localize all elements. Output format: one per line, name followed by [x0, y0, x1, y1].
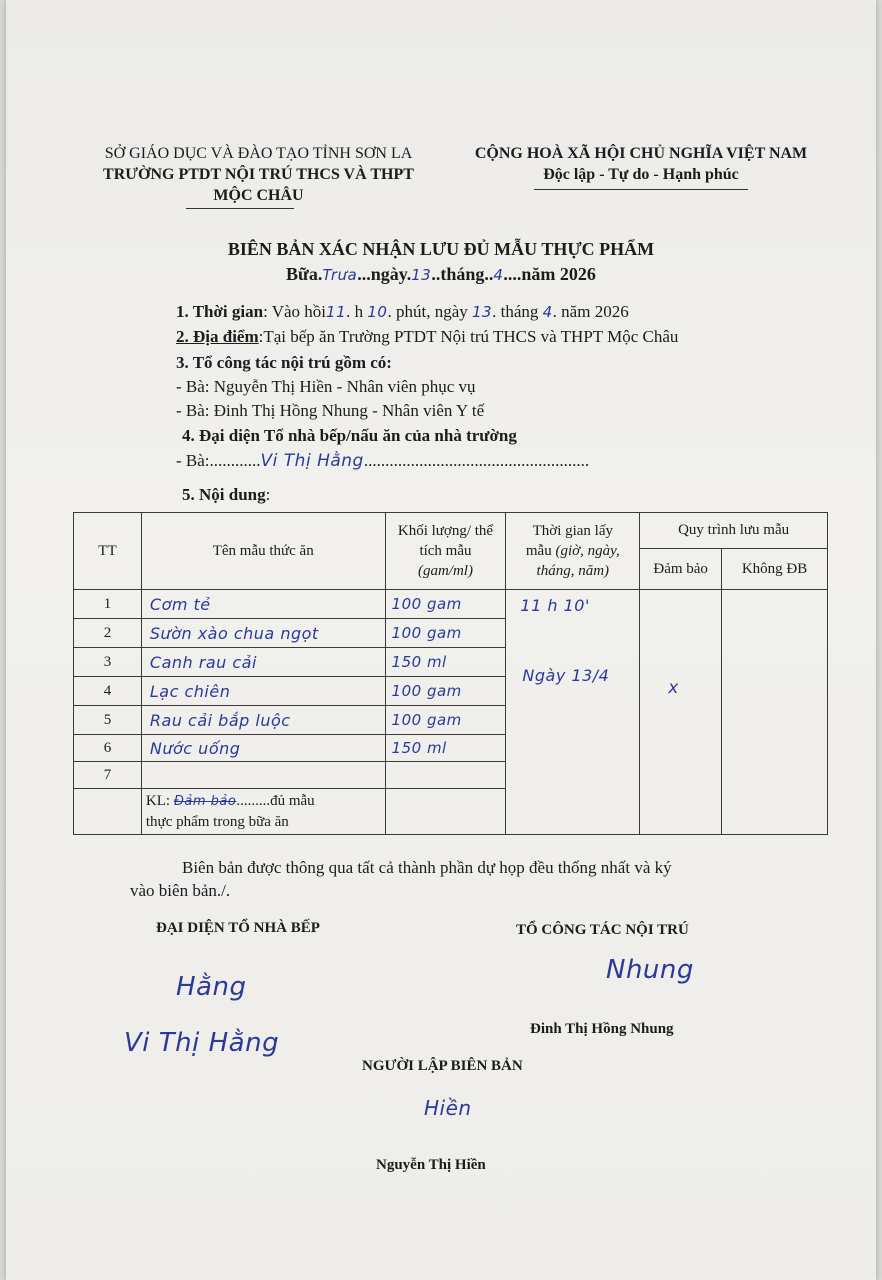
country-motto: Độc lập - Tự do - Hạnh phúc — [543, 166, 739, 183]
row-tt: 6 — [74, 735, 142, 762]
row-food-name: Lạc chiên — [141, 677, 385, 706]
header-time-line2a: mẫu — [525, 543, 556, 559]
row-tt: 2 — [74, 619, 142, 648]
content-label: 5. Nội dung — [182, 485, 266, 504]
hour-value: 11 — [326, 303, 347, 321]
header-left — [81, 143, 436, 206]
header-time-line3: tháng, năm) — [536, 563, 610, 579]
conclusion-line2: thực phẩm trong bữa ăn — [145, 814, 289, 830]
department-name: SỞ GIÁO DỤC VÀ ĐÀO TẠO TỈNH SƠN LA — [104, 145, 413, 162]
boarding-signature: Nhung — [606, 955, 694, 985]
time-text-b: . h — [346, 302, 364, 321]
row-weight: 150 ml — [385, 648, 506, 677]
header-food-name: Tên mẫu thức ăn — [141, 513, 385, 590]
school-name-line2: MỘC CHÂU — [213, 187, 304, 204]
conclusion-handwritten: Đảm bảo — [173, 794, 237, 809]
kitchen-rep-dots-a: ............ — [209, 451, 261, 470]
conclusion-prefix: KL: — [145, 793, 174, 809]
header-right — [456, 143, 826, 185]
boarding-name: Đinh Thị Hồng Nhung — [530, 1021, 674, 1037]
boarding-title: TỔ CÔNG TÁC NỘI TRÚ — [516, 922, 689, 938]
month-of-year-value: 4 — [542, 303, 553, 321]
day-of-month-value: 13 — [472, 303, 493, 321]
content-colon: : — [265, 485, 271, 504]
month-value: 4 — [493, 266, 504, 284]
meal-label: Bữa. — [286, 264, 323, 284]
author-name: Nguyễn Thị Hiền — [376, 1157, 486, 1173]
row-food-name: Rau cải bắp luộc — [141, 706, 385, 735]
kitchen-representative — [176, 450, 589, 472]
row-food-name — [141, 762, 385, 789]
header-not-ok: Không ĐB — [722, 549, 828, 590]
section-kitchen-label: 4. Đại diện Tổ nhà bếp/nấu ăn của nhà trường — [182, 426, 517, 445]
row-tt: 3 — [74, 648, 142, 677]
ok-mark: x — [668, 678, 679, 698]
row-weight: 100 gam — [385, 677, 506, 706]
conclusion-cell — [141, 789, 385, 835]
month-label: ..tháng.. — [431, 264, 494, 284]
row-tt: 7 — [74, 762, 142, 789]
header-right-underline — [534, 189, 748, 190]
document-page — [6, 0, 876, 1280]
kitchen-rep-name: Vi Thị Hằng — [260, 451, 364, 471]
time-text-e: . năm 2026 — [552, 302, 629, 321]
author-signature: Hiền — [424, 1096, 472, 1120]
row-food-name: Sườn xào chua ngọt — [141, 619, 385, 648]
author-title: NGƯỜI LẬP BIÊN BẢN — [362, 1058, 523, 1074]
time-text-c: . phút, ngày — [387, 302, 468, 321]
day-value: 13 — [411, 266, 432, 284]
table-row — [74, 590, 828, 619]
row-food-name: Canh rau cải — [141, 648, 385, 677]
year-label: ....năm 2026 — [503, 264, 596, 284]
header-time — [506, 513, 640, 590]
time-value-date: Ngày 13/4 — [522, 666, 610, 685]
header-ok: Đảm bảo — [640, 549, 722, 590]
food-sample-table — [73, 512, 828, 835]
committee-member-1: - Bà: Nguyễn Thị Hiền - Nhân viên phục vụ — [176, 377, 476, 396]
row-weight — [385, 762, 506, 789]
ok-cell — [640, 590, 722, 835]
time-label: 1. Thời gian — [176, 302, 264, 321]
closing-line2: vào biên bản./. — [130, 881, 231, 900]
row-food-name: Nước uống — [141, 735, 385, 762]
row-weight: 150 ml — [385, 735, 506, 762]
row-weight: 100 gam — [385, 706, 506, 735]
row-weight: 100 gam — [385, 619, 506, 648]
school-name-line1: TRƯỜNG PTDT NỘI TRÚ THCS VÀ THPT — [103, 166, 414, 183]
header-time-line2b: (giờ, ngày, — [555, 543, 620, 559]
header-weight-line3: (gam/ml) — [417, 563, 473, 579]
not-ok-cell — [722, 590, 828, 835]
header-left-underline — [186, 208, 294, 209]
time-text-d: . tháng — [492, 302, 539, 321]
time-value-hour: 11 h 10' — [520, 596, 590, 615]
minute-value: 10 — [367, 303, 388, 321]
row-tt: 4 — [74, 677, 142, 706]
row-tt: 1 — [74, 590, 142, 619]
row-tt: 5 — [74, 706, 142, 735]
row-food-name: Cơm tẻ — [141, 590, 385, 619]
section-content — [182, 484, 270, 506]
section-time — [176, 301, 629, 323]
header-process: Quy trình lưu mẫu — [640, 513, 828, 549]
location-text: :Tại bếp ăn Trường PTDT Nội trú THCS và THPT Mộc Châu — [258, 327, 679, 346]
document-title: BIÊN BẢN XÁC NHẬN LƯU ĐỦ MẪU THỰC PHẨM — [227, 239, 655, 259]
country-name: CỘNG HOÀ XÃ HỘI CHỦ NGHĨA VIỆT NAM — [474, 145, 808, 162]
kitchen-rep-dots-b: ..................................................... — [363, 451, 590, 470]
section-location — [176, 326, 678, 348]
meal-value: Trưa — [322, 266, 358, 284]
kitchen-handwritten-name: Vi Thị Hằng — [124, 1028, 280, 1058]
header-tt: TT — [74, 513, 142, 590]
section-committee-label: 3. Tổ công tác nội trú gồm có: — [176, 353, 392, 372]
row-weight: 100 gam — [385, 590, 506, 619]
time-cell — [506, 590, 640, 835]
time-text-a: : Vào hồi — [263, 302, 327, 321]
kitchen-signature: Hằng — [176, 972, 247, 1002]
kitchen-title: ĐẠI DIỆN TỔ NHÀ BẾP — [156, 920, 320, 936]
closing-line1: Biên bản được thông qua tất cả thành phần dự họp đều thống nhất và ký — [182, 858, 672, 877]
header-time-line1: Thời gian lấy — [532, 523, 614, 539]
location-label: 2. Địa điểm — [176, 327, 259, 346]
conclusion-tt — [74, 789, 142, 835]
conclusion-suffix: .........đủ mẫu — [236, 793, 315, 809]
day-label: ...ngày. — [357, 264, 412, 284]
document-subtitle — [6, 264, 876, 285]
header-weight — [385, 513, 506, 590]
committee-member-2: - Bà: Đinh Thị Hồng Nhung - Nhân viên Y tế — [176, 401, 485, 420]
header-weight-line2: tích mẫu — [419, 543, 472, 559]
header-weight-line1: Khối lượng/ thể — [397, 523, 494, 539]
conclusion-weight — [385, 789, 506, 835]
kitchen-rep-prefix: - Bà: — [176, 451, 210, 470]
